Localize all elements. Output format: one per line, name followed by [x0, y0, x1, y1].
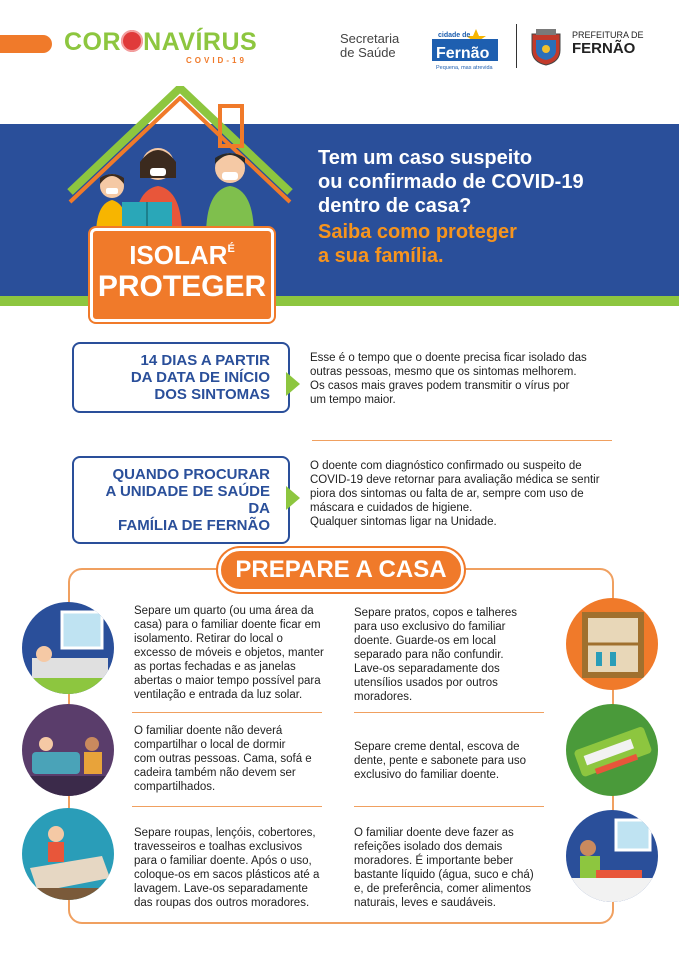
- info-text-14-days: Esse é o tempo que o doente precisa ficar isolado das outras pessoas, mesmo que os sintomas melhorem. Os casos mais graves podem transmitir o vírus por um tempo maior.: [310, 352, 587, 406]
- bedroom-window-icon: [22, 602, 114, 694]
- prepare-left-text-linens: Separe roupas, lençóis, cobertores, travesseiros e toalhas exclusivos para o familiar doente. Após o uso, coloque-os em sacos plásticos até a lavagem. Lave-os separadamente das roupas dos outros moradores.: [134, 827, 320, 909]
- prepare-separator: [132, 806, 322, 807]
- prefeitura-label: PREFEITURA DE FERNÃO: [572, 30, 644, 57]
- info-box-when-to-seek: QUANDO PROCURAR A UNIDADE DE SAÚDE DA FAMÍLIA DE FERNÃO: [72, 456, 290, 544]
- prepare-right-text-hygiene: Separe creme dental, escova de dente, pente e sabonete para uso exclusivo do familiar doente.: [354, 741, 527, 781]
- cupboard-icon: [566, 598, 658, 690]
- banner-answer: Saiba como proteger a sua família.: [318, 221, 517, 267]
- prepare-left-text-room: Separe um quarto (ou uma área da casa) para o familiar doente ficar em isolamento. Retirar do local o excesso de móveis e objetos, manter as portas fechadas e as janelas abertas o maior tempo possível para ventilação e entrada da luz solar.: [134, 605, 324, 701]
- svg-text:Pequena, mas atrevida: Pequena, mas atrevida: [436, 65, 493, 71]
- prepare-separator: [354, 712, 544, 713]
- bed-linens-icon: [22, 808, 114, 900]
- info-box-14-days: 14 DIAS A PARTIR DA DATA DE INÍCIO DOS SINTOMAS: [72, 342, 290, 413]
- prepare-right-text-meals: O familiar doente deve fazer as refeições isolado dos demais moradores. É importante beber bastante líquido (água, suco e chá) e, de preferência, comer alimentos naturais, leves e saudáveis.: [354, 827, 534, 909]
- toothbrush-icon: [566, 704, 658, 796]
- info-text-when-to-seek: O doente com diagnóstico confirmado ou suspeito de COVID-19 deve retornar para avaliação médica se sentir piora dos sintomas ou falta de ar, sempre com uso de máscara e cuidados de higiene. Qualquer sintomas ligar na Unidade.: [310, 460, 600, 528]
- proteger-text: PROTEGER: [97, 270, 267, 303]
- banner-question: Tem um caso suspeito ou confirmado de COVID-19 dentro de casa?: [318, 147, 584, 217]
- svg-text:Fernão: Fernão: [436, 45, 490, 62]
- secretaria-saude: Secretaria de Saúde: [340, 31, 400, 60]
- logo-subtitle: COVID-19: [186, 56, 247, 65]
- prepare-right-text-dishes: Separe pratos, copos e talheres para uso exclusivo do familiar doente. Guarde-os em local separado para não confundir. Lave-os separadamente dos utensílios usados por outros moradores.: [354, 607, 518, 703]
- city-fernao-logo: [432, 27, 504, 71]
- city-coat-of-arms-icon: [528, 28, 564, 66]
- meal-tray-icon: [566, 810, 658, 902]
- arrow-icon: [286, 486, 300, 510]
- coronavirus-logo: COR NAVÍRUS: [64, 28, 258, 56]
- header-divider: [516, 24, 517, 68]
- info-divider: [312, 440, 612, 441]
- prepare-separator: [132, 712, 322, 713]
- arrow-icon: [286, 372, 300, 396]
- header-accent-bar: [0, 35, 52, 53]
- living-room-icon: [22, 704, 114, 796]
- prepare-title: PREPARE A CASA: [218, 548, 464, 592]
- svg-text:cidade de: cidade de: [438, 32, 471, 39]
- prepare-left-text-sleep: O familiar doente não deverá compartilhar o local de dormir com outras pessoas. Cama, sofá e cadeira também não devem ser compartilhados.: [134, 725, 312, 793]
- isolar-text: $ISOLAR^É$: [129, 240, 235, 270]
- virus-icon: [121, 30, 143, 52]
- prepare-separator: [354, 806, 544, 807]
